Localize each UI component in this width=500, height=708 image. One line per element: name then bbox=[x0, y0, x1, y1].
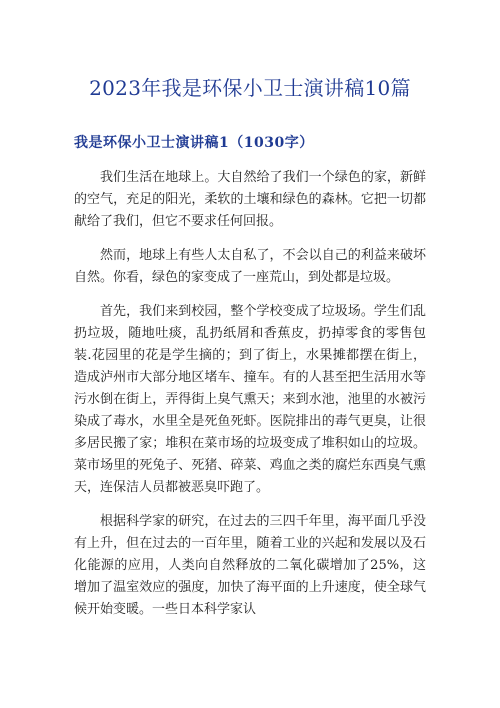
paragraph: 然而，地球上有些人太自私了，不会以自己的利益来破坏自然。你看，绿色的家变成了一座荒山，到处都是垃圾。 bbox=[74, 248, 426, 285]
paragraph: 我们生活在地球上。大自然给了我们一个绿色的家，新鲜的空气，充足的阳光，柔软的土壤和绿色的森林。它把一切都献给了我们，但它不要求任何回报。 bbox=[74, 170, 426, 229]
document-title: 2023年我是环保小卫士演讲稿10篇 bbox=[89, 76, 411, 100]
paragraph: 首先，我们来到校园，整个学校变成了垃圾场。学生们乱扔垃圾，随地吐痰，乱扔纸屑和香蕉皮，扔掉零食的零售包装.花园里的花是学生摘的；到了街上，水果摊都摆在街上，造成泸州市大部分地区堵车、撞车。有的人甚至把生活用水等污水倒在街上，弄得街上臭气熏天；来到水池，池里的水被污染成了毒水，水里全是死鱼死虾。医院排出的毒气更臭，让很多居民搬了家；堆积在菜市场的垃圾变成了堆积如山的垃圾。菜市场里的死兔子、死猪、碎菜、鸡血之类的腐烂东西臭气熏天，连保洁人员都被恶臭吓跑了。 bbox=[74, 304, 426, 495]
section-heading: 我是环保小卫士演讲稿1（1030字） bbox=[74, 135, 314, 151]
paragraph: 根据科学家的研究，在过去的三四千年里，海平面几乎没有上升，但在过去的一百年里，随着工业的兴起和发展以及石化能源的应用，人类向自然释放的二氧化碳增加了25%，这增加了温室效应的强度，加快了海平面的上升速度，使全球气候开始变暖。一些日本科学家认 bbox=[74, 514, 426, 617]
